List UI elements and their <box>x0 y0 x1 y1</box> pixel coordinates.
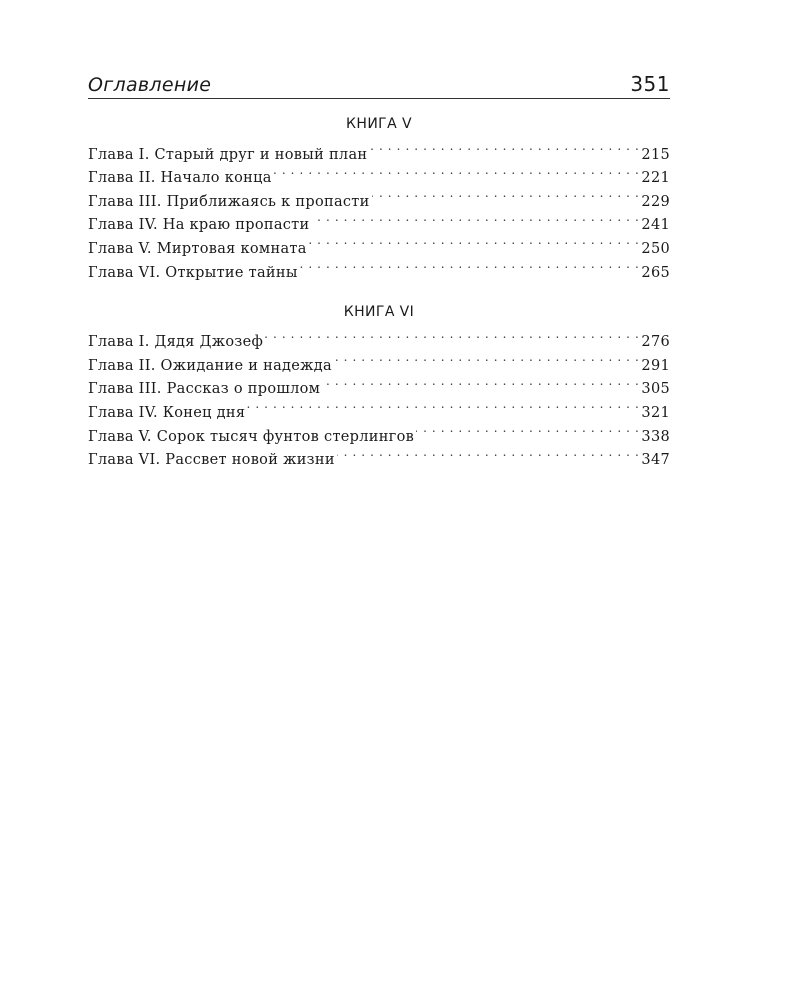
chapter-title: Глава III. Приближаясь к пропасти <box>88 193 370 210</box>
page-number: 351 <box>630 72 670 96</box>
chapter-page: 241 <box>641 217 670 234</box>
chapter-title: Глава I. Старый друг и новый план <box>88 146 368 163</box>
toc-entry <box>88 323 670 351</box>
dot-leader <box>311 206 639 230</box>
toc-book-6 <box>88 301 670 469</box>
chapter-title: Глава VI. Рассвет новой жизни <box>88 452 335 469</box>
chapter-page: 347 <box>641 452 670 469</box>
chapter-page: 229 <box>641 193 670 210</box>
dot-leader <box>337 441 640 465</box>
chapter-title: Глава II. Ожидание и надежда <box>88 357 332 374</box>
chapter-page: 305 <box>641 381 670 398</box>
dot-leader <box>369 135 639 159</box>
chapter-page: 221 <box>641 170 670 187</box>
running-head <box>88 66 670 99</box>
chapter-title: Глава VI. Открытие тайны <box>88 264 298 281</box>
book-title: КНИГА V <box>346 116 412 132</box>
toc-book-5 <box>88 113 670 281</box>
dot-leader <box>372 182 640 206</box>
chapter-title: Глава II. Начало конца <box>88 170 272 187</box>
chapter-page: 338 <box>641 428 670 445</box>
chapter-page: 250 <box>641 240 670 257</box>
dot-leader <box>322 370 639 394</box>
section-title: Оглавление <box>88 74 212 96</box>
chapter-title: Глава V. Сорок тысяч фунтов стерлингов <box>88 428 415 445</box>
chapter-title: Глава IV. Конец дня <box>88 404 246 421</box>
chapter-page: 276 <box>641 334 670 351</box>
dot-leader <box>300 253 640 277</box>
chapter-title: Глава III. Рассказ о прошлом <box>88 381 321 398</box>
chapter-page: 265 <box>641 264 670 281</box>
dot-leader <box>265 323 639 347</box>
chapter-page: 215 <box>641 146 670 163</box>
toc-entry <box>88 135 670 163</box>
dot-leader <box>416 417 639 441</box>
chapter-page: 321 <box>641 404 670 421</box>
book-page <box>88 66 670 469</box>
dot-leader <box>309 229 640 253</box>
chapter-page: 291 <box>641 357 670 374</box>
chapter-title: Глава IV. На краю пропасти <box>88 217 310 234</box>
dot-leader <box>274 159 640 183</box>
dot-leader <box>247 393 639 417</box>
dot-leader <box>334 346 639 370</box>
chapter-title: Глава V. Миртовая комната <box>88 240 307 257</box>
book-title: КНИГА VI <box>343 303 415 320</box>
chapter-title: Глава I. Дядя Джозеф <box>88 334 264 351</box>
